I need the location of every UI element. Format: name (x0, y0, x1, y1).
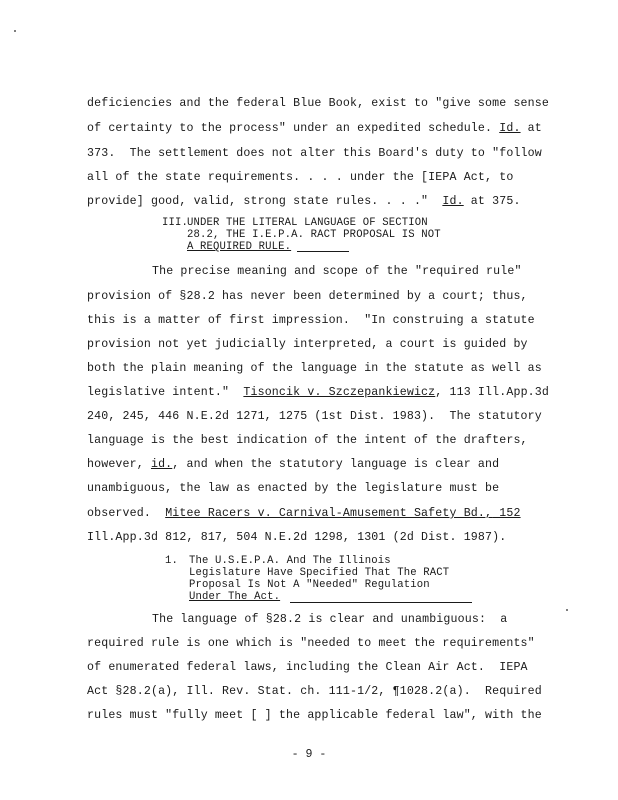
text-segment: at (520, 122, 542, 135)
text-line (87, 386, 549, 399)
text-segment: at 375. (463, 195, 521, 208)
scan-speck (14, 30, 16, 32)
text-line (87, 195, 521, 208)
text-line: The precise meaning and scope of the "required rule" (152, 265, 522, 278)
text-line (87, 507, 521, 520)
text-line: The language of §28.2 is clear and unambiguous: a (152, 613, 508, 626)
text-line: both the plain meaning of the language in the statute as well as (87, 362, 542, 375)
section-heading-line: A REQUIRED RULE. (187, 241, 292, 253)
text-line (87, 458, 499, 471)
case-citation: Id. (499, 122, 521, 135)
text-segment: of certainty to the process" under an expedited schedule. (87, 122, 500, 135)
heading-rule (290, 593, 472, 603)
section-heading-line: UNDER THE LITERAL LANGUAGE OF SECTION (187, 217, 428, 229)
text-line (87, 122, 542, 135)
case-citation: id. (150, 458, 173, 471)
text-line: of enumerated federal laws, including the Clean Air Act. IEPA (87, 661, 528, 674)
subsection-heading-line: Legislature Have Specified That The RACT (189, 567, 450, 579)
text-line: this is a matter of first impression. "In construing a statute (87, 314, 535, 327)
text-line: Ill.App.3d 812, 817, 504 N.E.2d 1298, 1301 (2d Dist. 1987). (87, 531, 507, 544)
text-line: required rule is one which is "needed to meet the requirements" (87, 637, 535, 650)
text-line: all of the state requirements. . . . under the [IEPA Act, to (87, 171, 514, 184)
text-segment: 152 (492, 507, 521, 520)
text-segment: , 113 Ill.App.3d (435, 386, 549, 399)
text-line: provision of §28.2 has never been determined by a court; thus, (87, 290, 528, 303)
case-citation: Tisoncik v. Szczepankiewicz (243, 386, 436, 399)
subsection-numeral: 1. (165, 555, 179, 567)
subsection-heading-line: Under The Act. (189, 591, 281, 603)
scan-speck (566, 609, 568, 611)
text-segment: , and when the statutory language is clear and (172, 458, 500, 471)
subsection-heading-line: The U.S.E.P.A. And The Illinois (189, 555, 391, 567)
case-citation: Id. (442, 195, 464, 208)
page-number: - 9 - (291, 748, 327, 761)
text-line: rules must "fully meet [ ] the applicable federal law", with the (87, 709, 542, 722)
case-citation: Mitee Racers v. Carnival-Amusement Safety Bd., (165, 507, 493, 520)
text-line: unambiguous, the law as enacted by the legislature must be (87, 482, 500, 495)
text-line: 373. The settlement does not alter this Board's duty to "follow (87, 147, 542, 160)
section-numeral: III. (162, 217, 189, 229)
text-segment: observed. (87, 507, 166, 520)
text-line: deficiencies and the federal Blue Book, exist to "give some sense (87, 97, 549, 110)
section-heading-line: 28.2, THE I.E.P.A. RACT PROPOSAL IS NOT (187, 229, 441, 241)
text-line: language is the best indication of the intent of the drafters, (87, 434, 528, 447)
text-line: provision not yet judicially interpreted, a court is guided by (87, 338, 528, 351)
text-segment: however, (87, 458, 151, 471)
text-line: 240, 245, 446 N.E.2d 1271, 1275 (1st Dist. 1983). The statutory (87, 410, 542, 423)
subsection-heading-line: Proposal Is Not A "Needed" Regulation (189, 579, 430, 591)
text-segment: legislative intent." (87, 386, 244, 399)
heading-rule (297, 243, 349, 252)
text-line: Act §28.2(a), Ill. Rev. Stat. ch. 111-1/2, ¶1028.2(a). Required (87, 685, 542, 698)
text-segment: provide] good, valid, strong state rules. . . ." (87, 195, 443, 208)
